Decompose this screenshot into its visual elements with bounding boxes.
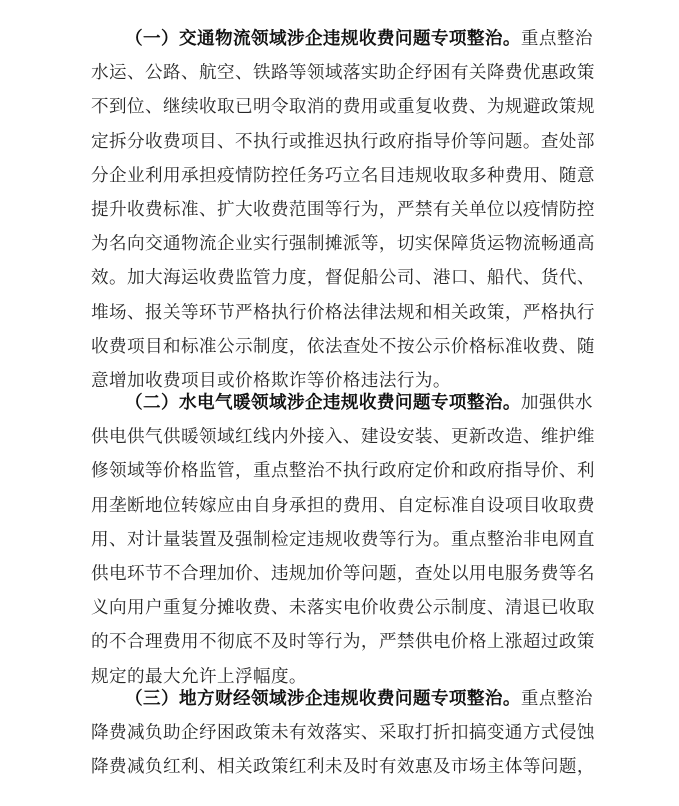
body-text: 修领域等价格监管，重点整治不执行政府定价和政府指导价、利 <box>91 461 595 482</box>
paragraph-line <box>125 386 593 420</box>
body-text: 降费减负助企纾困政策未有效落实、采取打折扣搞变通方式侵蚀 <box>91 723 595 744</box>
paragraph-line <box>91 489 595 523</box>
paragraph-line <box>91 330 595 364</box>
paragraph-line <box>91 454 595 488</box>
paragraph-line <box>91 716 595 750</box>
body-text: 意增加收费项目或价格欺诈等价格违法行为。 <box>91 371 451 391</box>
body-text: 重点整治 <box>520 689 593 709</box>
paragraph-line <box>91 625 595 659</box>
body-text: 堆场、报关等环节严格执行价格法律法规和相关政策，严格执行 <box>91 302 595 323</box>
body-text: 降费减负红利、相关政策红利未及时有效惠及市场主体等问题， <box>91 757 595 778</box>
paragraph-line <box>91 193 595 227</box>
paragraph-line <box>91 523 595 557</box>
paragraph-line <box>91 261 595 295</box>
body-text: 加强供水 <box>520 393 593 413</box>
body-text: 用、对计量装置及强制检定违规收费等行为。重点整治非电网直 <box>91 529 595 550</box>
body-text: 供电供气供暖领域红线内外接入、建设安装、更新改造、维护维 <box>91 427 595 448</box>
paragraph-line <box>125 22 593 56</box>
paragraph-line <box>91 420 595 454</box>
section-heading: （三）地方财经领域涉企违规收费问题专项整治。 <box>125 689 521 709</box>
body-text: 水运、公路、航空、铁路等领域落实助企纾困有关降费优惠政策 <box>91 63 595 84</box>
paragraph-line <box>91 557 595 591</box>
body-text: 重点整治 <box>520 29 593 49</box>
paragraph-line <box>91 56 595 90</box>
body-text: 效。加大海运收费监管力度，督促船公司、港口、船代、货代、 <box>91 268 595 289</box>
paragraph-line <box>91 296 595 330</box>
body-text: 分企业利用承担疫情防控任务巧立名目违规收取多种费用、随意 <box>91 165 595 186</box>
paragraph-line <box>91 159 595 193</box>
body-text: 收费项目和标准公示制度，依法查处不按公示价格标准收费、随 <box>91 336 595 357</box>
body-text: 用垄断地位转嫁应由自身承担的费用、自定标准自设项目收取费 <box>91 495 595 516</box>
body-text: 供电环节不合理加价、违规加价等问题，查处以用电服务费等名 <box>91 564 595 584</box>
paragraph-line <box>91 750 595 784</box>
paragraph-line <box>125 682 593 716</box>
body-text: 规定的最大允许上浮幅度。 <box>91 666 307 687</box>
section-heading: （二）水电气暖领域涉企违规收费问题专项整治。 <box>125 393 521 413</box>
paragraph-line <box>91 227 595 261</box>
body-text: 提升收费标准、扩大收费范围等行为，严禁有关单位以疫情防控 <box>91 200 595 220</box>
body-text: 的不合理费用不彻底不及时等行为，严禁供电价格上涨超过政策 <box>91 632 595 653</box>
body-text: 义向用户重复分摊收费、未落实电价收费公示制度、清退已收取 <box>91 598 595 619</box>
paragraph-line <box>91 125 595 159</box>
paragraph-line <box>91 591 595 625</box>
body-text: 为名向交通物流企业实行强制摊派等，切实保障货运物流畅通高 <box>91 234 595 255</box>
paragraph-line <box>91 90 595 124</box>
section-heading: （一）交通物流领域涉企违规收费问题专项整治。 <box>125 29 521 49</box>
body-text: 不到位、继续收取已明令取消的费用或重复收费、为规避政策规 <box>91 97 595 118</box>
body-text: 定拆分收费项目、不执行或推迟执行政府指导价等问题。查处部 <box>91 131 595 152</box>
